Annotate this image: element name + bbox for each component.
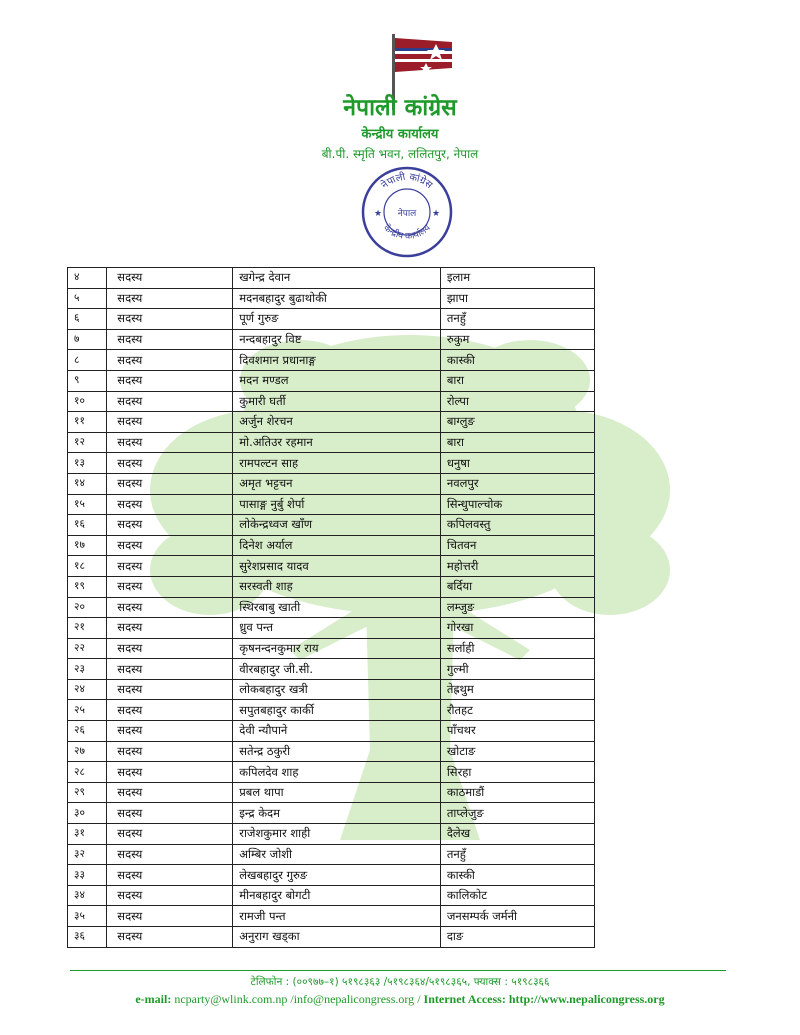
table-row	[68, 597, 595, 618]
district-cell: कपिलवस्तु	[440, 515, 594, 536]
table-row	[68, 824, 595, 845]
member-name-cell: स्थिरबाबु खाती	[233, 597, 441, 618]
role-cell: सदस्य	[107, 515, 233, 536]
table-row	[68, 309, 595, 330]
serial-number-cell: ७	[68, 329, 107, 350]
role-cell: सदस्य	[107, 576, 233, 597]
web-link[interactable]: http://www.nepalicongress.org	[508, 992, 665, 1006]
table-row	[68, 618, 595, 639]
serial-number-cell: २४	[68, 679, 107, 700]
member-name-cell: कृषनन्दनकुमार राय	[233, 638, 441, 659]
table-row	[68, 535, 595, 556]
district-cell: झापा	[440, 288, 594, 309]
district-cell: नवलपुर	[440, 473, 594, 494]
table-row	[68, 721, 595, 742]
serial-number-cell: २७	[68, 741, 107, 762]
members-table-body	[68, 268, 595, 948]
table-row	[68, 803, 595, 824]
role-cell: सदस्य	[107, 679, 233, 700]
district-cell: रोल्पा	[440, 391, 594, 412]
role-cell: सदस्य	[107, 659, 233, 680]
table-row	[68, 885, 595, 906]
district-cell: कास्की	[440, 350, 594, 371]
role-cell: सदस्य	[107, 865, 233, 886]
district-cell: धनुषा	[440, 453, 594, 474]
serial-number-cell: ३६	[68, 927, 107, 948]
role-cell: सदस्य	[107, 638, 233, 659]
table-row	[68, 844, 595, 865]
district-cell: महोत्तरी	[440, 556, 594, 577]
serial-number-cell: १६	[68, 515, 107, 536]
role-cell: सदस्य	[107, 412, 233, 433]
role-cell: सदस्य	[107, 721, 233, 742]
member-name-cell: दिवशमान प्रधानाङ्ग	[233, 350, 441, 371]
table-row	[68, 927, 595, 948]
footer-divider	[70, 970, 726, 971]
table-row	[68, 741, 595, 762]
serial-number-cell: ३०	[68, 803, 107, 824]
table-row	[68, 473, 595, 494]
member-name-cell: मो.अतिउर रहमान	[233, 432, 441, 453]
member-name-cell: पूर्ण गुरुङ	[233, 309, 441, 330]
member-name-cell: सरस्वती शाह	[233, 576, 441, 597]
footer-contact	[70, 991, 730, 1007]
stamp-star-icon: ★	[374, 209, 383, 219]
table-row	[68, 679, 595, 700]
role-cell: सदस्य	[107, 556, 233, 577]
serial-number-cell: ८	[68, 350, 107, 371]
table-row	[68, 391, 595, 412]
district-cell: तनहुँ	[440, 844, 594, 865]
district-cell: दैलेख	[440, 824, 594, 845]
serial-number-cell: ६	[68, 309, 107, 330]
member-name-cell: अम्बिर जोशी	[233, 844, 441, 865]
serial-number-cell: १५	[68, 494, 107, 515]
district-cell: खोटाङ	[440, 741, 594, 762]
stamp-star-icon: ★	[432, 209, 441, 219]
serial-number-cell: १७	[68, 535, 107, 556]
district-cell: लम्जुङ	[440, 597, 594, 618]
role-cell: सदस्य	[107, 597, 233, 618]
serial-number-cell: २०	[68, 597, 107, 618]
role-cell: सदस्य	[107, 370, 233, 391]
member-name-cell: सतेन्द्र ठकुरी	[233, 741, 441, 762]
office-stamp	[357, 160, 457, 260]
district-cell: रुकुम	[440, 329, 594, 350]
role-cell: सदस्य	[107, 824, 233, 845]
district-cell: दाङ	[440, 927, 594, 948]
district-cell: चितवन	[440, 535, 594, 556]
role-cell: सदस्य	[107, 309, 233, 330]
serial-number-cell: १८	[68, 556, 107, 577]
member-name-cell: कुमारी घर्ती	[233, 391, 441, 412]
org-name: नेपाली कांग्रेस	[343, 95, 457, 121]
role-cell: सदस्य	[107, 453, 233, 474]
member-name-cell: राजेशकुमार शाही	[233, 824, 441, 845]
serial-number-cell: २६	[68, 721, 107, 742]
district-cell: इलाम	[440, 268, 594, 289]
role-cell: सदस्य	[107, 927, 233, 948]
serial-number-cell: १०	[68, 391, 107, 412]
serial-number-cell: २३	[68, 659, 107, 680]
district-cell: ताप्लेजुङ	[440, 803, 594, 824]
member-name-cell: मदनबहादुर बुढाथोकी	[233, 288, 441, 309]
role-cell: सदस्य	[107, 803, 233, 824]
member-name-cell: कपिलदेव शाह	[233, 762, 441, 783]
email-value[interactable]: ncparty@wlink.com.np /info@nepalicongress.org	[174, 992, 415, 1006]
member-name-cell: अर्जुन शेरचन	[233, 412, 441, 433]
role-cell: सदस्य	[107, 391, 233, 412]
serial-number-cell: ११	[68, 412, 107, 433]
serial-number-cell: ३४	[68, 885, 107, 906]
serial-number-cell: २२	[68, 638, 107, 659]
district-cell: काठमाडौं	[440, 782, 594, 803]
serial-number-cell: ९	[68, 370, 107, 391]
member-name-cell: नन्दबहादुर विष्ट	[233, 329, 441, 350]
district-cell: सर्लाही	[440, 638, 594, 659]
district-cell: बाग्लुङ	[440, 412, 594, 433]
district-cell: सिन्धुपाल्चोक	[440, 494, 594, 515]
district-cell: जनसम्पर्क जर्मनी	[440, 906, 594, 927]
district-cell: तेह्रथुम	[440, 679, 594, 700]
serial-number-cell: १४	[68, 473, 107, 494]
role-cell: सदस्य	[107, 762, 233, 783]
table-row	[68, 350, 595, 371]
stamp-center-text: नेपाल	[397, 209, 417, 219]
serial-number-cell: २९	[68, 782, 107, 803]
district-cell: गोरखा	[440, 618, 594, 639]
office-name: केन्द्रीय कार्यालय	[361, 127, 439, 142]
member-name-cell: सुरेशप्रसाद यादव	[233, 556, 441, 577]
table-row	[68, 576, 595, 597]
member-name-cell: लोकेन्द्रध्वज खाँण	[233, 515, 441, 536]
member-name-cell: मीनबहादुर बोगटी	[233, 885, 441, 906]
role-cell: सदस्य	[107, 329, 233, 350]
role-cell: सदस्य	[107, 700, 233, 721]
table-row	[68, 762, 595, 783]
table-row	[68, 906, 595, 927]
table-row	[68, 556, 595, 577]
table-row	[68, 700, 595, 721]
role-cell: सदस्य	[107, 906, 233, 927]
table-row	[68, 865, 595, 886]
members-table	[67, 267, 595, 948]
member-name-cell: खगेन्द्र देवान	[233, 268, 441, 289]
member-name-cell: पासाङ्ग नुर्बु शेर्पा	[233, 494, 441, 515]
table-row	[68, 782, 595, 803]
role-cell: सदस्य	[107, 473, 233, 494]
member-name-cell: लोकबहादुर खत्री	[233, 679, 441, 700]
member-name-cell: सपुतबहादुर कार्की	[233, 700, 441, 721]
stamp-bottom-text: केन्द्रीय कार्यालय	[381, 223, 433, 243]
district-cell: बारा	[440, 370, 594, 391]
role-cell: सदस्य	[107, 741, 233, 762]
serial-number-cell: ३५	[68, 906, 107, 927]
district-cell: कास्की	[440, 865, 594, 886]
table-row	[68, 370, 595, 391]
role-cell: सदस्य	[107, 432, 233, 453]
table-row	[68, 515, 595, 536]
member-name-cell: अमृत भट्टचन	[233, 473, 441, 494]
svg-text:केन्द्रीय कार्यालय	[381, 222, 433, 242]
web-label: Internet Access:	[423, 992, 506, 1006]
district-cell: सिरहा	[440, 762, 594, 783]
district-cell: गुल्मी	[440, 659, 594, 680]
district-cell: कालिकोट	[440, 885, 594, 906]
role-cell: सदस्य	[107, 618, 233, 639]
member-name-cell: ध्रुव पन्त	[233, 618, 441, 639]
role-cell: सदस्य	[107, 494, 233, 515]
role-cell: सदस्य	[107, 535, 233, 556]
serial-number-cell: १३	[68, 453, 107, 474]
footer-phone: टेलिफोन : (००९७७–१) ५१९८३६३ /५१९८३६४/५१९८३६५, फ्याक्स : ५१९८३६६	[250, 976, 550, 988]
role-cell: सदस्य	[107, 350, 233, 371]
district-cell: बर्दिया	[440, 576, 594, 597]
member-name-cell: देवी न्यौपाने	[233, 721, 441, 742]
member-name-cell: प्रबल थापा	[233, 782, 441, 803]
member-name-cell: रामपल्टन साह	[233, 453, 441, 474]
member-name-cell: अनुराग खड्का	[233, 927, 441, 948]
table-row	[68, 638, 595, 659]
email-label: e-mail:	[135, 992, 172, 1006]
serial-number-cell: १२	[68, 432, 107, 453]
serial-number-cell: ३२	[68, 844, 107, 865]
table-row	[68, 268, 595, 289]
serial-number-cell: ३१	[68, 824, 107, 845]
member-name-cell: दिनेश अर्याल	[233, 535, 441, 556]
footer-separator: /	[417, 992, 421, 1006]
district-cell: बारा	[440, 432, 594, 453]
serial-number-cell: २५	[68, 700, 107, 721]
district-cell: तनहुँ	[440, 309, 594, 330]
table-row	[68, 453, 595, 474]
member-name-cell: रामजी पन्त	[233, 906, 441, 927]
stamp-top-text: नेपाली कांग्रेस	[379, 171, 435, 192]
serial-number-cell: १९	[68, 576, 107, 597]
table-row	[68, 659, 595, 680]
table-row	[68, 329, 595, 350]
role-cell: सदस्य	[107, 885, 233, 906]
role-cell: सदस्य	[107, 844, 233, 865]
district-cell: रौतहट	[440, 700, 594, 721]
table-row	[68, 432, 595, 453]
serial-number-cell: ३३	[68, 865, 107, 886]
office-address: बी.पी. स्मृति भवन, ललितपुर, नेपाल	[321, 147, 479, 161]
member-name-cell: मदन मण्डल	[233, 370, 441, 391]
serial-number-cell: २१	[68, 618, 107, 639]
member-name-cell: लेखबहादुर गुरुङ	[233, 865, 441, 886]
serial-number-cell: २८	[68, 762, 107, 783]
serial-number-cell: ५	[68, 288, 107, 309]
role-cell: सदस्य	[107, 268, 233, 289]
role-cell: सदस्य	[107, 782, 233, 803]
member-name-cell: इन्द्र केदम	[233, 803, 441, 824]
table-row	[68, 494, 595, 515]
role-cell: सदस्य	[107, 288, 233, 309]
member-name-cell: वीरबहादुर जी.सी.	[233, 659, 441, 680]
district-cell: पाँचथर	[440, 721, 594, 742]
table-row	[68, 288, 595, 309]
table-row	[68, 412, 595, 433]
serial-number-cell: ४	[68, 268, 107, 289]
